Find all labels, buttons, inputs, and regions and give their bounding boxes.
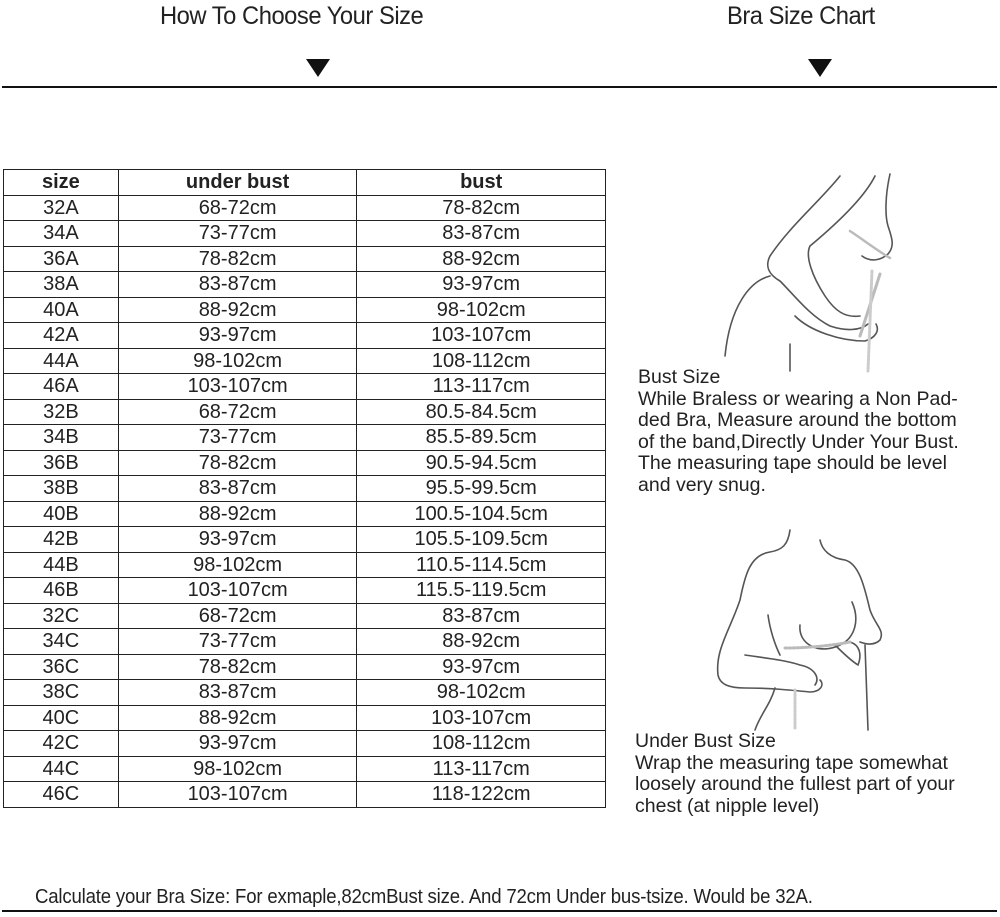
table-row bbox=[4, 323, 606, 349]
under-bust-cell: 83-87cm bbox=[118, 272, 357, 298]
size-cell: 36A bbox=[4, 246, 119, 272]
size-cell: 34B bbox=[4, 425, 119, 451]
size-cell: 42C bbox=[4, 731, 119, 757]
table-row bbox=[4, 756, 606, 782]
under-bust-cell: 68-72cm bbox=[118, 399, 357, 425]
table-row bbox=[4, 272, 606, 298]
bust-cell: 100.5-104.5cm bbox=[357, 501, 606, 527]
bust-size-line: of the band,Directly Under Your Bust. bbox=[638, 430, 959, 453]
under-bust-cell: 68-72cm bbox=[118, 603, 357, 629]
bust-cell: 93-97cm bbox=[357, 654, 606, 680]
bust-cell: 115.5-119.5cm bbox=[357, 578, 606, 604]
bust-cell: 113-117cm bbox=[357, 374, 606, 400]
size-chart-title: Bra Size Chart bbox=[727, 2, 875, 30]
size-cell: 34A bbox=[4, 221, 119, 247]
measuring-bust-illustration bbox=[690, 520, 930, 735]
bust-cell: 78-82cm bbox=[357, 195, 606, 221]
bust-cell: 113-117cm bbox=[357, 756, 606, 782]
table-body bbox=[4, 195, 606, 807]
size-cell: 34C bbox=[4, 629, 119, 655]
size-cell: 40A bbox=[4, 297, 119, 323]
size-cell: 32C bbox=[4, 603, 119, 629]
under-bust-cell: 88-92cm bbox=[118, 297, 357, 323]
bust-cell: 83-87cm bbox=[357, 221, 606, 247]
bust-cell: 88-92cm bbox=[357, 629, 606, 655]
bra-size-table bbox=[3, 169, 606, 808]
size-cell: 40B bbox=[4, 501, 119, 527]
table-row bbox=[4, 705, 606, 731]
size-cell: 46A bbox=[4, 374, 119, 400]
bust-cell: 105.5-109.5cm bbox=[357, 527, 606, 553]
bust-cell: 108-112cm bbox=[357, 731, 606, 757]
size-cell: 38C bbox=[4, 680, 119, 706]
table-row bbox=[4, 195, 606, 221]
under-bust-size-line: loosely around the fullest part of your bbox=[635, 773, 955, 795]
table-row bbox=[4, 374, 606, 400]
bust-cell: 103-107cm bbox=[357, 705, 606, 731]
under-bust-cell: 78-82cm bbox=[118, 654, 357, 680]
table-row bbox=[4, 297, 606, 323]
under-bust-cell: 98-102cm bbox=[118, 552, 357, 578]
size-cell: 38A bbox=[4, 272, 119, 298]
bust-cell: 95.5-99.5cm bbox=[357, 476, 606, 502]
table-row bbox=[4, 731, 606, 757]
under-bust-cell: 78-82cm bbox=[118, 450, 357, 476]
under-bust-cell: 93-97cm bbox=[118, 323, 357, 349]
under-bust-size-heading: Under Bust Size bbox=[635, 730, 776, 752]
under-bust-cell: 73-77cm bbox=[118, 629, 357, 655]
under-bust-cell: 83-87cm bbox=[118, 476, 357, 502]
bust-size-heading: Bust Size bbox=[638, 366, 721, 388]
down-triangle-icon bbox=[808, 59, 832, 77]
size-cell: 40C bbox=[4, 705, 119, 731]
size-cell: 46C bbox=[4, 782, 119, 808]
table-row bbox=[4, 450, 606, 476]
size-cell: 38B bbox=[4, 476, 119, 502]
bust-cell: 98-102cm bbox=[357, 297, 606, 323]
table-row bbox=[4, 782, 606, 808]
size-cell: 32A bbox=[4, 195, 119, 221]
down-triangle-icon bbox=[306, 59, 330, 77]
bust-cell: 103-107cm bbox=[357, 323, 606, 349]
footer-divider bbox=[2, 910, 997, 912]
size-cell: 36C bbox=[4, 654, 119, 680]
under-bust-cell: 98-102cm bbox=[118, 348, 357, 374]
table-row bbox=[4, 501, 606, 527]
column-header-size: size bbox=[4, 170, 119, 196]
table-row bbox=[4, 654, 606, 680]
bust-cell: 90.5-94.5cm bbox=[357, 450, 606, 476]
size-cell: 32B bbox=[4, 399, 119, 425]
table-row bbox=[4, 578, 606, 604]
column-header-bust: bust bbox=[357, 170, 606, 196]
size-cell: 46B bbox=[4, 578, 119, 604]
bust-cell: 88-92cm bbox=[357, 246, 606, 272]
under-bust-cell: 73-77cm bbox=[118, 425, 357, 451]
under-bust-cell: 88-92cm bbox=[118, 501, 357, 527]
bust-cell: 83-87cm bbox=[357, 603, 606, 629]
under-bust-cell: 83-87cm bbox=[118, 680, 357, 706]
table-row bbox=[4, 221, 606, 247]
table-row bbox=[4, 680, 606, 706]
bust-cell: 93-97cm bbox=[357, 272, 606, 298]
how-to-choose-title: How To Choose Your Size bbox=[160, 2, 424, 30]
table-row bbox=[4, 527, 606, 553]
size-cell: 44A bbox=[4, 348, 119, 374]
size-cell: 44B bbox=[4, 552, 119, 578]
under-bust-cell: 93-97cm bbox=[118, 731, 357, 757]
under-bust-size-line: chest (at nipple level) bbox=[635, 794, 820, 817]
header-divider bbox=[2, 86, 997, 88]
under-bust-cell: 103-107cm bbox=[118, 374, 357, 400]
under-bust-size-line: Wrap the measuring tape somewhat bbox=[635, 751, 948, 774]
bust-size-line: ded Bra, Measure around the bottom bbox=[638, 409, 957, 431]
bust-size-line: The measuring tape should be level bbox=[638, 452, 947, 474]
bust-cell: 108-112cm bbox=[357, 348, 606, 374]
size-cell: 44C bbox=[4, 756, 119, 782]
bust-size-line: and very snug. bbox=[638, 473, 766, 496]
under-bust-cell: 88-92cm bbox=[118, 705, 357, 731]
bust-size-line: While Braless or wearing a Non Pad- bbox=[638, 387, 958, 410]
size-cell: 42B bbox=[4, 527, 119, 553]
size-cell: 36B bbox=[4, 450, 119, 476]
under-bust-cell: 93-97cm bbox=[118, 527, 357, 553]
column-header-under-bust: under bust bbox=[118, 170, 357, 196]
under-bust-cell: 103-107cm bbox=[118, 578, 357, 604]
table-row bbox=[4, 629, 606, 655]
under-bust-cell: 68-72cm bbox=[118, 195, 357, 221]
under-bust-cell: 103-107cm bbox=[118, 782, 357, 808]
under-bust-cell: 73-77cm bbox=[118, 221, 357, 247]
bust-cell: 110.5-114.5cm bbox=[357, 552, 606, 578]
bust-cell: 98-102cm bbox=[357, 680, 606, 706]
bust-cell: 80.5-84.5cm bbox=[357, 399, 606, 425]
table-row bbox=[4, 603, 606, 629]
table-row bbox=[4, 552, 606, 578]
calculation-example: Calculate your Bra Size: For exmaple,82cmBust size. And 72cm Under bus-tsize. Would be 32A. bbox=[35, 886, 813, 908]
bust-cell: 85.5-89.5cm bbox=[357, 425, 606, 451]
table-row bbox=[4, 399, 606, 425]
table-row bbox=[4, 476, 606, 502]
bust-size-guide bbox=[638, 367, 959, 496]
table-row bbox=[4, 348, 606, 374]
bust-cell: 118-122cm bbox=[357, 782, 606, 808]
table-row bbox=[4, 246, 606, 272]
table-header-row bbox=[4, 170, 606, 196]
under-bust-cell: 98-102cm bbox=[118, 756, 357, 782]
measuring-under-bust-illustration bbox=[700, 166, 920, 376]
size-cell: 42A bbox=[4, 323, 119, 349]
under-bust-size-guide bbox=[635, 731, 955, 817]
under-bust-cell: 78-82cm bbox=[118, 246, 357, 272]
table-row bbox=[4, 425, 606, 451]
